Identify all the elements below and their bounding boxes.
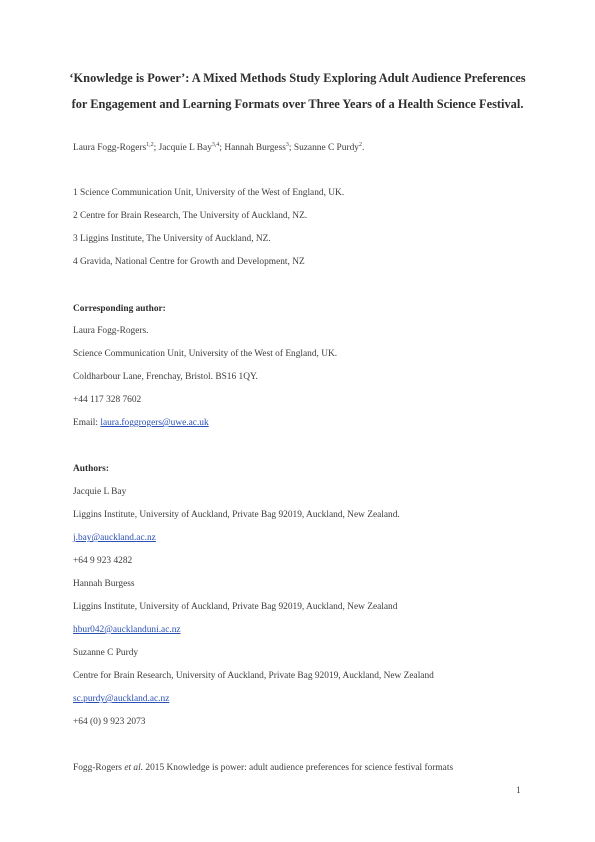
- author-name: ; Jacquie L Bay: [153, 143, 212, 153]
- corresponding-email-link[interactable]: laura.foggrogers@uwe.ac.uk: [100, 418, 209, 428]
- author-purdy-phone: +64 (0) 9 923 2073: [73, 717, 146, 727]
- corresponding-author-address: Coldharbour Lane, Frenchay, Bristol. BS16 1QY.: [73, 372, 258, 382]
- email-label: Email:: [73, 418, 101, 428]
- author-bay-address: Liggins Institute, University of Auckland, Private Bag 92019, Auckland, New Zealand.: [73, 510, 400, 520]
- author-burgess-name: Hannah Burgess: [73, 579, 135, 589]
- affiliation-marker: 3: [285, 141, 289, 148]
- running-footer: [73, 763, 453, 773]
- affiliation-2: 2 Centre for Brain Research, The University of Auckland, NZ.: [73, 211, 308, 221]
- author-bay-email-link[interactable]: j.bay@auckland.ac.nz: [73, 533, 156, 543]
- affiliation-3: 3 Liggins Institute, The University of Auckland, NZ.: [73, 234, 271, 244]
- footer-text: 2015 Knowledge is power: adult audience preferences for science festival formats: [143, 763, 454, 773]
- affiliation-marker: 1,2: [146, 141, 154, 148]
- author-list: [73, 143, 364, 153]
- affiliation-marker: 2: [358, 141, 362, 148]
- author-name: ; Hannah Burgess: [219, 143, 286, 153]
- page-number: 1: [516, 786, 521, 796]
- corresponding-author-phone: +44 117 328 7602: [73, 395, 142, 405]
- author-name: ; Suzanne C Purdy: [288, 143, 359, 153]
- author-purdy-email-link[interactable]: sc.purdy@auckland.ac.nz: [73, 694, 170, 704]
- author-name: Laura Fogg-Rogers: [73, 143, 147, 153]
- corresponding-author-unit: Science Communication Unit, University of the West of England, UK.: [73, 349, 338, 359]
- paper-title-line-2: for Engagement and Learning Formats over Three Years of a Health Science Festival.: [71, 97, 524, 111]
- affiliation-4: 4 Gravida, National Centre for Growth and Development, NZ: [73, 257, 305, 267]
- affiliation-marker: 3,4: [211, 141, 220, 148]
- corresponding-author-email-row: [73, 418, 209, 428]
- authors-heading: Authors:: [73, 464, 109, 474]
- author-purdy-name: Suzanne C Purdy: [73, 648, 139, 658]
- author-burgess-email-link[interactable]: hbur042@aucklanduni.ac.nz: [73, 625, 181, 635]
- author-list-end: .: [361, 143, 365, 153]
- affiliation-1: 1 Science Communication Unit, University of the West of England, UK.: [73, 188, 345, 198]
- footer-author: Fogg-Rogers: [73, 763, 125, 773]
- corresponding-author-heading: Corresponding author:: [73, 304, 166, 314]
- author-burgess-address: Liggins Institute, University of Auckland, Private Bag 92019, Auckland, New Zealand: [73, 602, 398, 612]
- author-bay-phone: +64 9 923 4282: [73, 556, 133, 566]
- corresponding-author-name: Laura Fogg-Rogers.: [73, 326, 149, 336]
- footer-et-al: et al.: [124, 763, 144, 773]
- author-purdy-address: Centre for Brain Research, University of Auckland, Private Bag 92019, Auckland, New Zealand: [73, 671, 434, 681]
- author-bay-name: Jacquie L Bay: [73, 487, 127, 497]
- paper-title-line-1: ‘Knowledge is Power’: A Mixed Methods Study Exploring Adult Audience Preferences: [69, 71, 526, 85]
